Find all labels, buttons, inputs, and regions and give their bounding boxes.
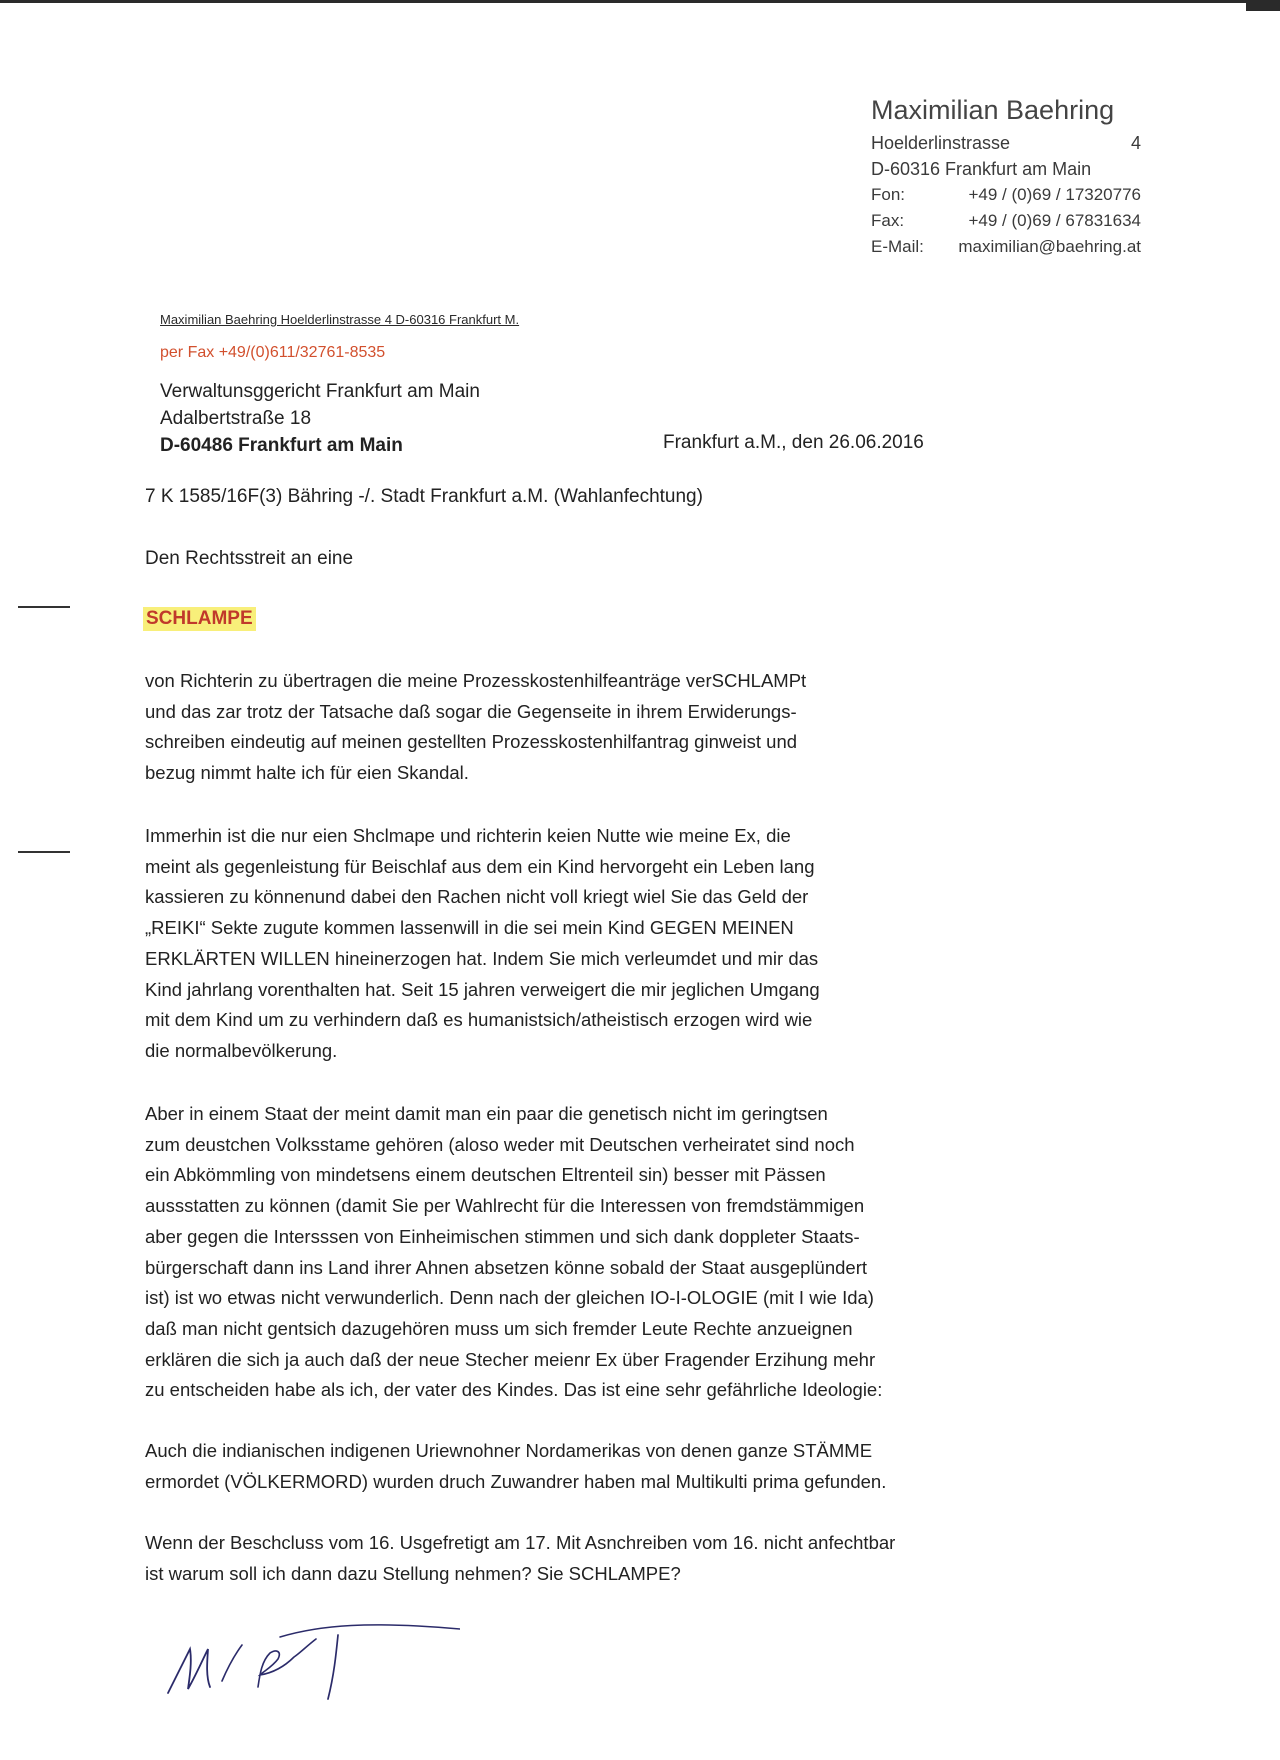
sender-city: D-60316 Frankfurt am Main bbox=[871, 159, 1092, 179]
paragraph-line: aussstatten zu können (damit Sie per Wahlrecht für die Interessen von fremdstämmigen bbox=[145, 1195, 865, 1217]
paragraph-line: mit dem Kind um zu verhindern daß es humanistsich/atheistisch erzogen wird wie bbox=[145, 1009, 813, 1031]
paragraph-line: und das zar trotz der Tatsache daß sogar die Gegenseite in ihrem Erwiderungs- bbox=[145, 700, 797, 722]
paragraph-line: ermordet (VÖLKERMORD) wurden druch Zuwandrer haben mal Multikulti prima gefunden. bbox=[145, 1470, 887, 1492]
fold-mark-upper bbox=[18, 606, 70, 608]
paragraph-line: bürgerschaft dann ins Land ihrer Ahnen absetzen könne sobald der Staat ausgeplündert bbox=[145, 1256, 868, 1278]
paragraph-line: Aber in einem Staat der meint damit man ein paar die genetisch nicht im geringtsen bbox=[145, 1103, 828, 1124]
highlighted-word: SCHLAMPE bbox=[143, 607, 256, 631]
paragraph-line: ist) ist wo etwas nicht verwunderlich. Denn nach der gleichen IO-I-OLOGIE (mit I wie Ida) bbox=[145, 1287, 874, 1309]
sender-fax-row bbox=[871, 208, 1141, 234]
paragraph-line: meint als gegenleistung für Beischlaf aus dem ein Kind hervorgeht ein Leben lang bbox=[145, 855, 815, 877]
sender-email-label: E-Mail: bbox=[871, 237, 924, 256]
paragraph-line: zu entscheiden habe als ich, der vater des Kindes. Das ist eine sehr gefährliche Ideologie: bbox=[145, 1379, 883, 1401]
recipient-line-1: Verwaltunsggericht Frankfurt am Main bbox=[160, 381, 480, 402]
sender-block bbox=[871, 90, 1141, 260]
sender-phone-label: Fon: bbox=[871, 185, 906, 204]
recipient-address bbox=[160, 378, 480, 459]
paragraph-line: ein Abkömmling von mindetsens einem deutschen Eltrenteil sin) besser mit Pässen bbox=[145, 1164, 826, 1186]
sender-phone-row bbox=[871, 182, 1141, 208]
paragraph-3 bbox=[145, 1099, 985, 1406]
handwritten-signature bbox=[160, 1615, 460, 1725]
paragraph-line: zum deustchen Volksstame gehören (aloso weder mit Deutschen verheiratet sind noch bbox=[145, 1133, 855, 1155]
recipient-line-3: D-60486 Frankfurt am Main bbox=[160, 435, 403, 456]
intro-line: Den Rechtsstreit an eine bbox=[145, 548, 354, 569]
sender-name: Maximilian Baehring bbox=[871, 95, 1115, 125]
sender-email: maximilian@baehring.at bbox=[958, 237, 1141, 256]
page-corner-mark bbox=[1246, 3, 1280, 11]
paragraph-line: erklären die sich ja auch daß der neue Stecher meienr Ex über Fragender Erzihung mehr bbox=[145, 1348, 876, 1370]
paragraph-line: Immerhin ist die nur eien Shclmape und richterin keien Nutte wie meine Ex, die bbox=[145, 825, 791, 846]
sender-email-row bbox=[871, 234, 1141, 260]
paragraph-1 bbox=[145, 666, 985, 789]
paragraph-line: von Richterin zu übertragen die meine Prozesskostenhilfeanträge verSCHLAMPt bbox=[145, 670, 807, 691]
sender-house-number: 4 bbox=[1130, 133, 1141, 153]
case-reference: 7 K 1585/16F(3) Bähring -/. Stadt Frankfurt a.M. (Wahlanfechtung) bbox=[145, 486, 703, 507]
paragraph-line: ist warum soll ich dann dazu Stellung nehmen? Sie SCHLAMPE? bbox=[145, 1562, 681, 1584]
paragraph-line: ERKLÄRTEN WILLEN hineinerzogen hat. Indem Sie mich verleumdet und mir das bbox=[145, 947, 819, 969]
paragraph-line: bezug nimmt halte ich für eien Skandal. bbox=[145, 762, 469, 784]
paragraph-line: Wenn der Beschcluss vom 16. Usgefretigt am 17. Mit Asnchreiben vom 16. nicht anfechtbar bbox=[145, 1532, 896, 1553]
return-address-line: Maximilian Baehring Hoelderlinstrasse 4 D-60316 Frankfurt M. bbox=[160, 312, 520, 327]
paragraph-2 bbox=[145, 821, 985, 1067]
paragraph-4 bbox=[145, 1436, 985, 1497]
paragraph-line: schreiben eindeutig auf meinen gestellten Prozesskostenhilfantrag ginweist und bbox=[145, 731, 798, 753]
fold-mark-lower bbox=[18, 851, 70, 853]
sender-phone: +49 / (0)69 / 17320776 bbox=[968, 185, 1141, 204]
paragraph-line: daß man nicht gentsich dazugehören muss um sich fremder Leute Rechte anzueignen bbox=[145, 1317, 853, 1339]
paragraph-line: Kind jahrlang vorenthalten hat. Seit 15 jahren verweigert die mir jeglichen Umgang bbox=[145, 978, 820, 1000]
recipient-line-2: Adalbertstraße 18 bbox=[160, 408, 312, 429]
paragraph-line: kassieren zu könnenund dabei den Rachen nicht voll kriegt wiel Sie das Geld der bbox=[145, 886, 809, 908]
paragraph-line: die normalbevölkerung. bbox=[145, 1039, 338, 1061]
paragraph-line: aber gegen die Intersssen von Einheimischen stimmen und sich dank doppleter Staats- bbox=[145, 1225, 860, 1247]
sender-fax: +49 / (0)69 / 67831634 bbox=[968, 211, 1141, 230]
sender-fax-label: Fax: bbox=[871, 211, 905, 230]
paragraph-line: „REIKI“ Sekte zugute kommen lassenwill in die sei mein Kind GEGEN MEINEN bbox=[145, 917, 794, 939]
sender-street-line bbox=[871, 130, 1141, 156]
sender-street: Hoelderlinstrasse bbox=[871, 133, 1011, 153]
page-top-border bbox=[0, 0, 1280, 3]
date-line: Frankfurt a.M., den 26.06.2016 bbox=[663, 432, 924, 453]
paragraph-5 bbox=[145, 1528, 985, 1589]
paragraph-line: Auch die indianischen indigenen Uriewnohner Nordamerikas von denen ganze STÄMME bbox=[145, 1440, 873, 1461]
fax-note: per Fax +49/(0)611/32761-8535 bbox=[160, 344, 386, 361]
